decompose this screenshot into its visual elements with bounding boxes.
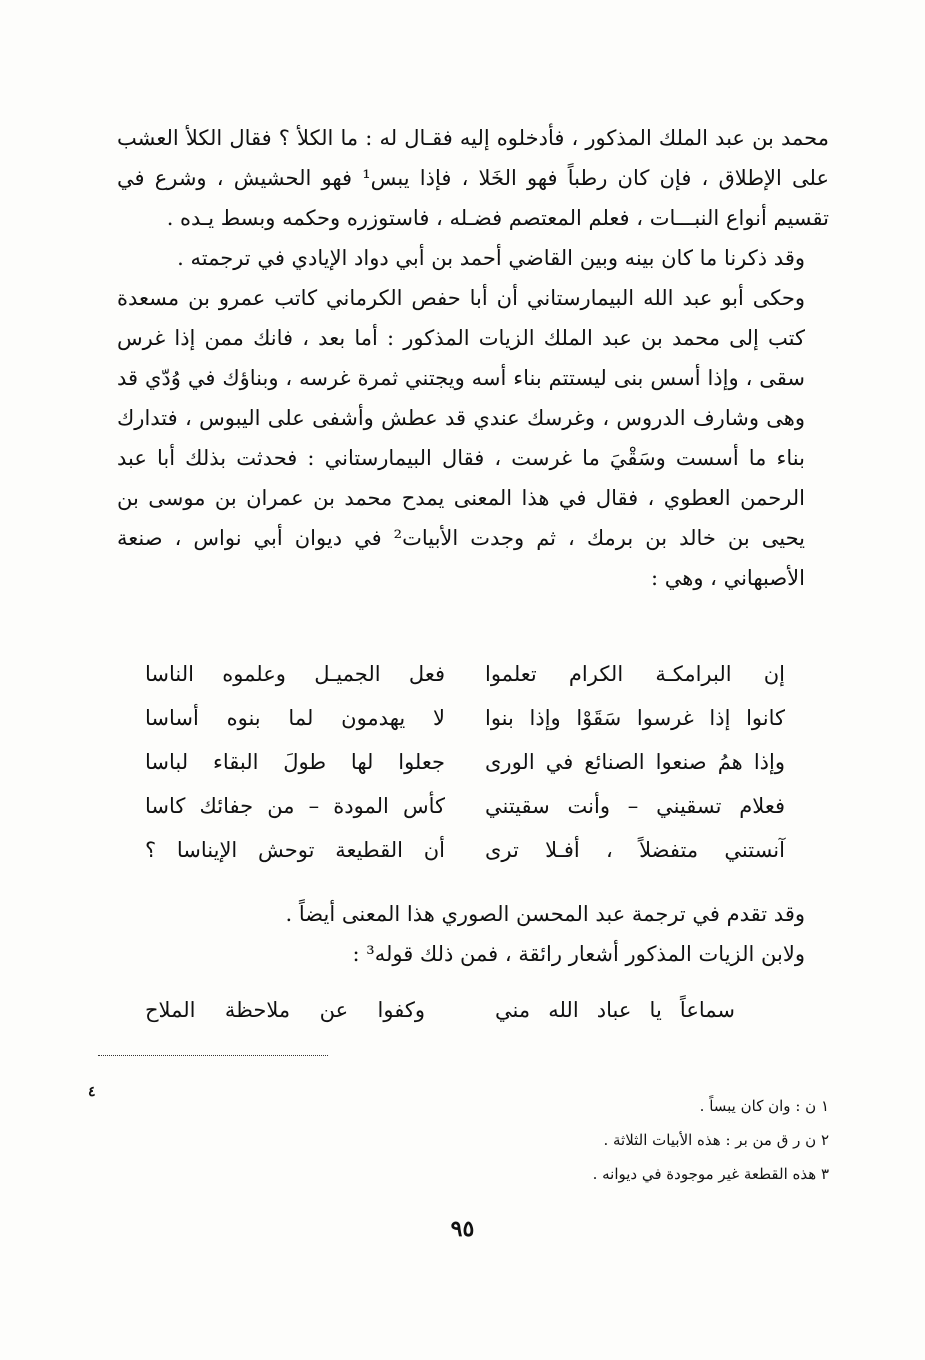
verse-second-hemistich: لا يهدمون لما بنوه أساسا <box>145 706 445 730</box>
paragraph-5: ولابن الزيات المذكور أشعار رائقة ، فمن ذلك قوله³ : <box>352 942 805 966</box>
verse-second-hemistich: كأس المودة – من جفائك كاسا <box>145 794 445 818</box>
footnote-2: ٢ ن ر ق من بر : هذه الأبيات الثلاثة . <box>603 1131 829 1149</box>
verse-second-hemistich: وكفوا عن ملاحظة الملاح <box>145 998 425 1022</box>
paragraph-4: وقد تقدم في ترجمة عبد المحسن الصوري هذا المعنى أيضاً . <box>285 902 805 926</box>
verse-line <box>145 740 785 784</box>
closing-text-block <box>117 894 829 974</box>
verse-second-hemistich: أن القطيعة توحش الإيناسا ؟ <box>145 838 445 862</box>
final-verse-block <box>145 988 785 1032</box>
verse-line <box>145 784 785 828</box>
verse-first-hemistich: فعلام تسقيني – وأنت سقيتني <box>485 794 785 818</box>
poem-block <box>145 652 785 872</box>
footnote-3: ٣ هذه القطعة غير موجودة في ديوانه . <box>592 1165 829 1183</box>
footnote-1: ١ ن : وان كان يبساً . <box>699 1097 829 1115</box>
verse-first-hemistich: سماعاً يا عباد الله مني <box>495 998 735 1022</box>
verse-line <box>145 828 785 872</box>
paragraph-1: محمد بن عبد الملك المذكور ، فأدخلوه إليه فقـال له : ما الكلأ ؟ فقال الكلأ العشب على الإطلاق ، فإن كان رطباً فهو الخَلا ، فإذا يبس¹ فهو الحشيش ، وشرع في تقسيم أنواع النبـــات ، فعلم المعتصم فضـله ، فاستوزره وحكمه وبسط يـده . <box>117 126 829 230</box>
paragraph-3: وحكى أبو عبد الله البيمارستاني أن أبا حفص الكرماني كاتب عمرو بن مسعدة كتب إلى محمد بن عبد الملك الزيات المذكور : أما بعد ، فانك ممن إذا غرس سقى ، وإذا أسس بنى ليستتم بناء أسه ويجتني ثمرة غرسه ، وبناؤك في وُدّي قد وهى وشارف الدروس ، وغرسك عندي قد عطش وأشفى على اليبوس ، فتدارك بناء ما أسست وسَقْيَ ما غرست ، فقال البيمارستاني : فحدثت بذلك أبا عبد الرحمن العطوي ، فقال في هذا المعنى يمدح محمد بن عمران بن موسى بن يحيى بن خالد بن برمك ، ثم وجدت الأبيات² في ديوان أبي نواس ، صنعة الأصبهاني ، وهي : <box>117 286 805 590</box>
verse-line <box>145 988 785 1032</box>
paragraph-2: وقد ذكرنا ما كان بينه وبين القاضي أحمد بن أبي دواد الإيادي في ترجمته . <box>177 246 805 270</box>
footnote-divider <box>98 1055 328 1056</box>
verse-first-hemistich: إن البرامكـة الكرام تعلموا <box>485 662 785 686</box>
verse-first-hemistich: آنستني متفضلاً ، أفـلا ترى <box>485 838 785 862</box>
verse-second-hemistich: جعلوا لها طولَ البقاء لباسا <box>145 750 445 774</box>
page-number: ٩٥ <box>450 1216 475 1242</box>
footnotes <box>229 1089 829 1191</box>
verse-line <box>145 696 785 740</box>
verse-line <box>145 652 785 696</box>
verse-second-hemistich: فعل الجميـل وعلموه الناسا <box>145 662 445 686</box>
main-text-block <box>117 118 829 598</box>
verse-first-hemistich: وإذا همُ صنعوا الصنائع في الورى <box>485 750 785 774</box>
verse-first-hemistich: كانوا إذا غرسوا سَقَوْا وإذا بنوا <box>485 706 785 730</box>
margin-mark: ٤ <box>88 1084 96 1100</box>
